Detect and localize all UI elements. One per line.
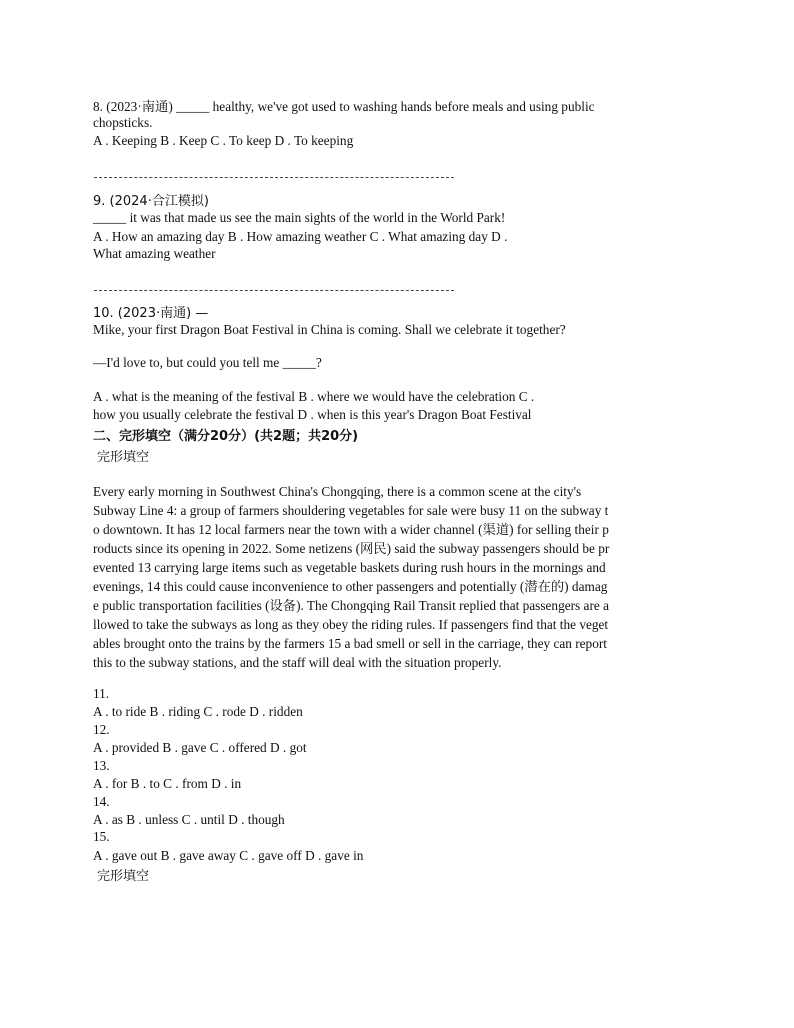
separator	[94, 177, 454, 178]
separator	[94, 290, 454, 291]
passage-line: roducts since its opening in 2022. Some netizens (网民) said the subway passengers should be pr	[93, 541, 610, 556]
passage-line: e public transportation facilities (设备). The Chongqing Rail Transit replied that passengers are a	[93, 598, 610, 613]
section-heading: 二、完形填空（满分20分）(共2题；共20分)	[93, 429, 359, 444]
q8-stem-line1: 8. (2023·南通) _____ healthy, we've got used to washing hands before meals and using public	[93, 99, 595, 114]
section-subheading-2: 完形填空	[97, 869, 150, 884]
q10-source: 10. (2023·南通) —	[93, 306, 209, 321]
cloze-passage	[93, 482, 699, 672]
q10-stem-line2: —I'd love to, but could you tell me _____?	[93, 355, 322, 370]
q9-options-line2: What amazing weather	[93, 246, 216, 261]
passage-line: Every early morning in Southwest China's Chongqing, there is a common scene at the city's	[93, 484, 582, 499]
q13-number: 13.	[93, 758, 110, 773]
q9-stem: _____ it was that made us see the main sights of the world in the World Park!	[93, 210, 506, 225]
passage-line: o downtown. It has 12 local farmers near the town with a wider channel (渠道) for selling their p	[93, 522, 609, 537]
passage-line: Subway Line 4: a group of farmers shouldering vegetables for sale were busy 11 on the subway t	[93, 503, 609, 518]
passage-line: ables brought onto the trains by the farmers 15 a bad smell or sell in the carriage, they can report	[93, 636, 607, 651]
q13-options: A . for B . to C . from D . in	[93, 776, 242, 791]
q8-options: A . Keeping B . Keep C . To keep D . To keeping	[93, 133, 354, 148]
passage-line: evenings, 14 this could cause inconvenience to other passengers and potentially (潜在的) damag	[93, 579, 608, 594]
q9-options-line1: A . How an amazing day B . How amazing weather C . What amazing day D .	[93, 229, 508, 244]
passage-line: llowed to take the subways as long as they obey the riding rules. If passengers find that the veget	[93, 617, 609, 632]
q15-options: A . gave out B . gave away C . gave off D . gave in	[93, 848, 364, 863]
q14-number: 14.	[93, 794, 110, 809]
q9-source: 9. (2024·合江模拟)	[93, 194, 209, 209]
section-subheading: 完形填空	[97, 450, 150, 465]
q10-options-line1: A . what is the meaning of the festival B . where we would have the celebration C .	[93, 389, 535, 404]
q12-number: 12.	[93, 722, 110, 737]
q8-stem-line2: chopsticks.	[93, 115, 153, 130]
q15-number: 15.	[93, 829, 110, 844]
q10-stem-line1: Mike, your first Dragon Boat Festival in China is coming. Shall we celebrate it together?	[93, 322, 566, 337]
q12-options: A . provided B . gave C . offered D . got	[93, 740, 307, 755]
q14-options: A . as B . unless C . until D . though	[93, 812, 285, 827]
q11-number: 11.	[93, 686, 110, 701]
q11-options: A . to ride B . riding C . rode D . ridden	[93, 704, 303, 719]
passage-line: evented 13 carrying large items such as vegetable baskets during rush hours in the mornings and	[93, 560, 606, 575]
passage-line: this to the subway stations, and the staff will deal with the situation properly.	[93, 655, 502, 670]
q10-options-line2: how you usually celebrate the festival D . when is this year's Dragon Boat Festival	[93, 407, 532, 422]
